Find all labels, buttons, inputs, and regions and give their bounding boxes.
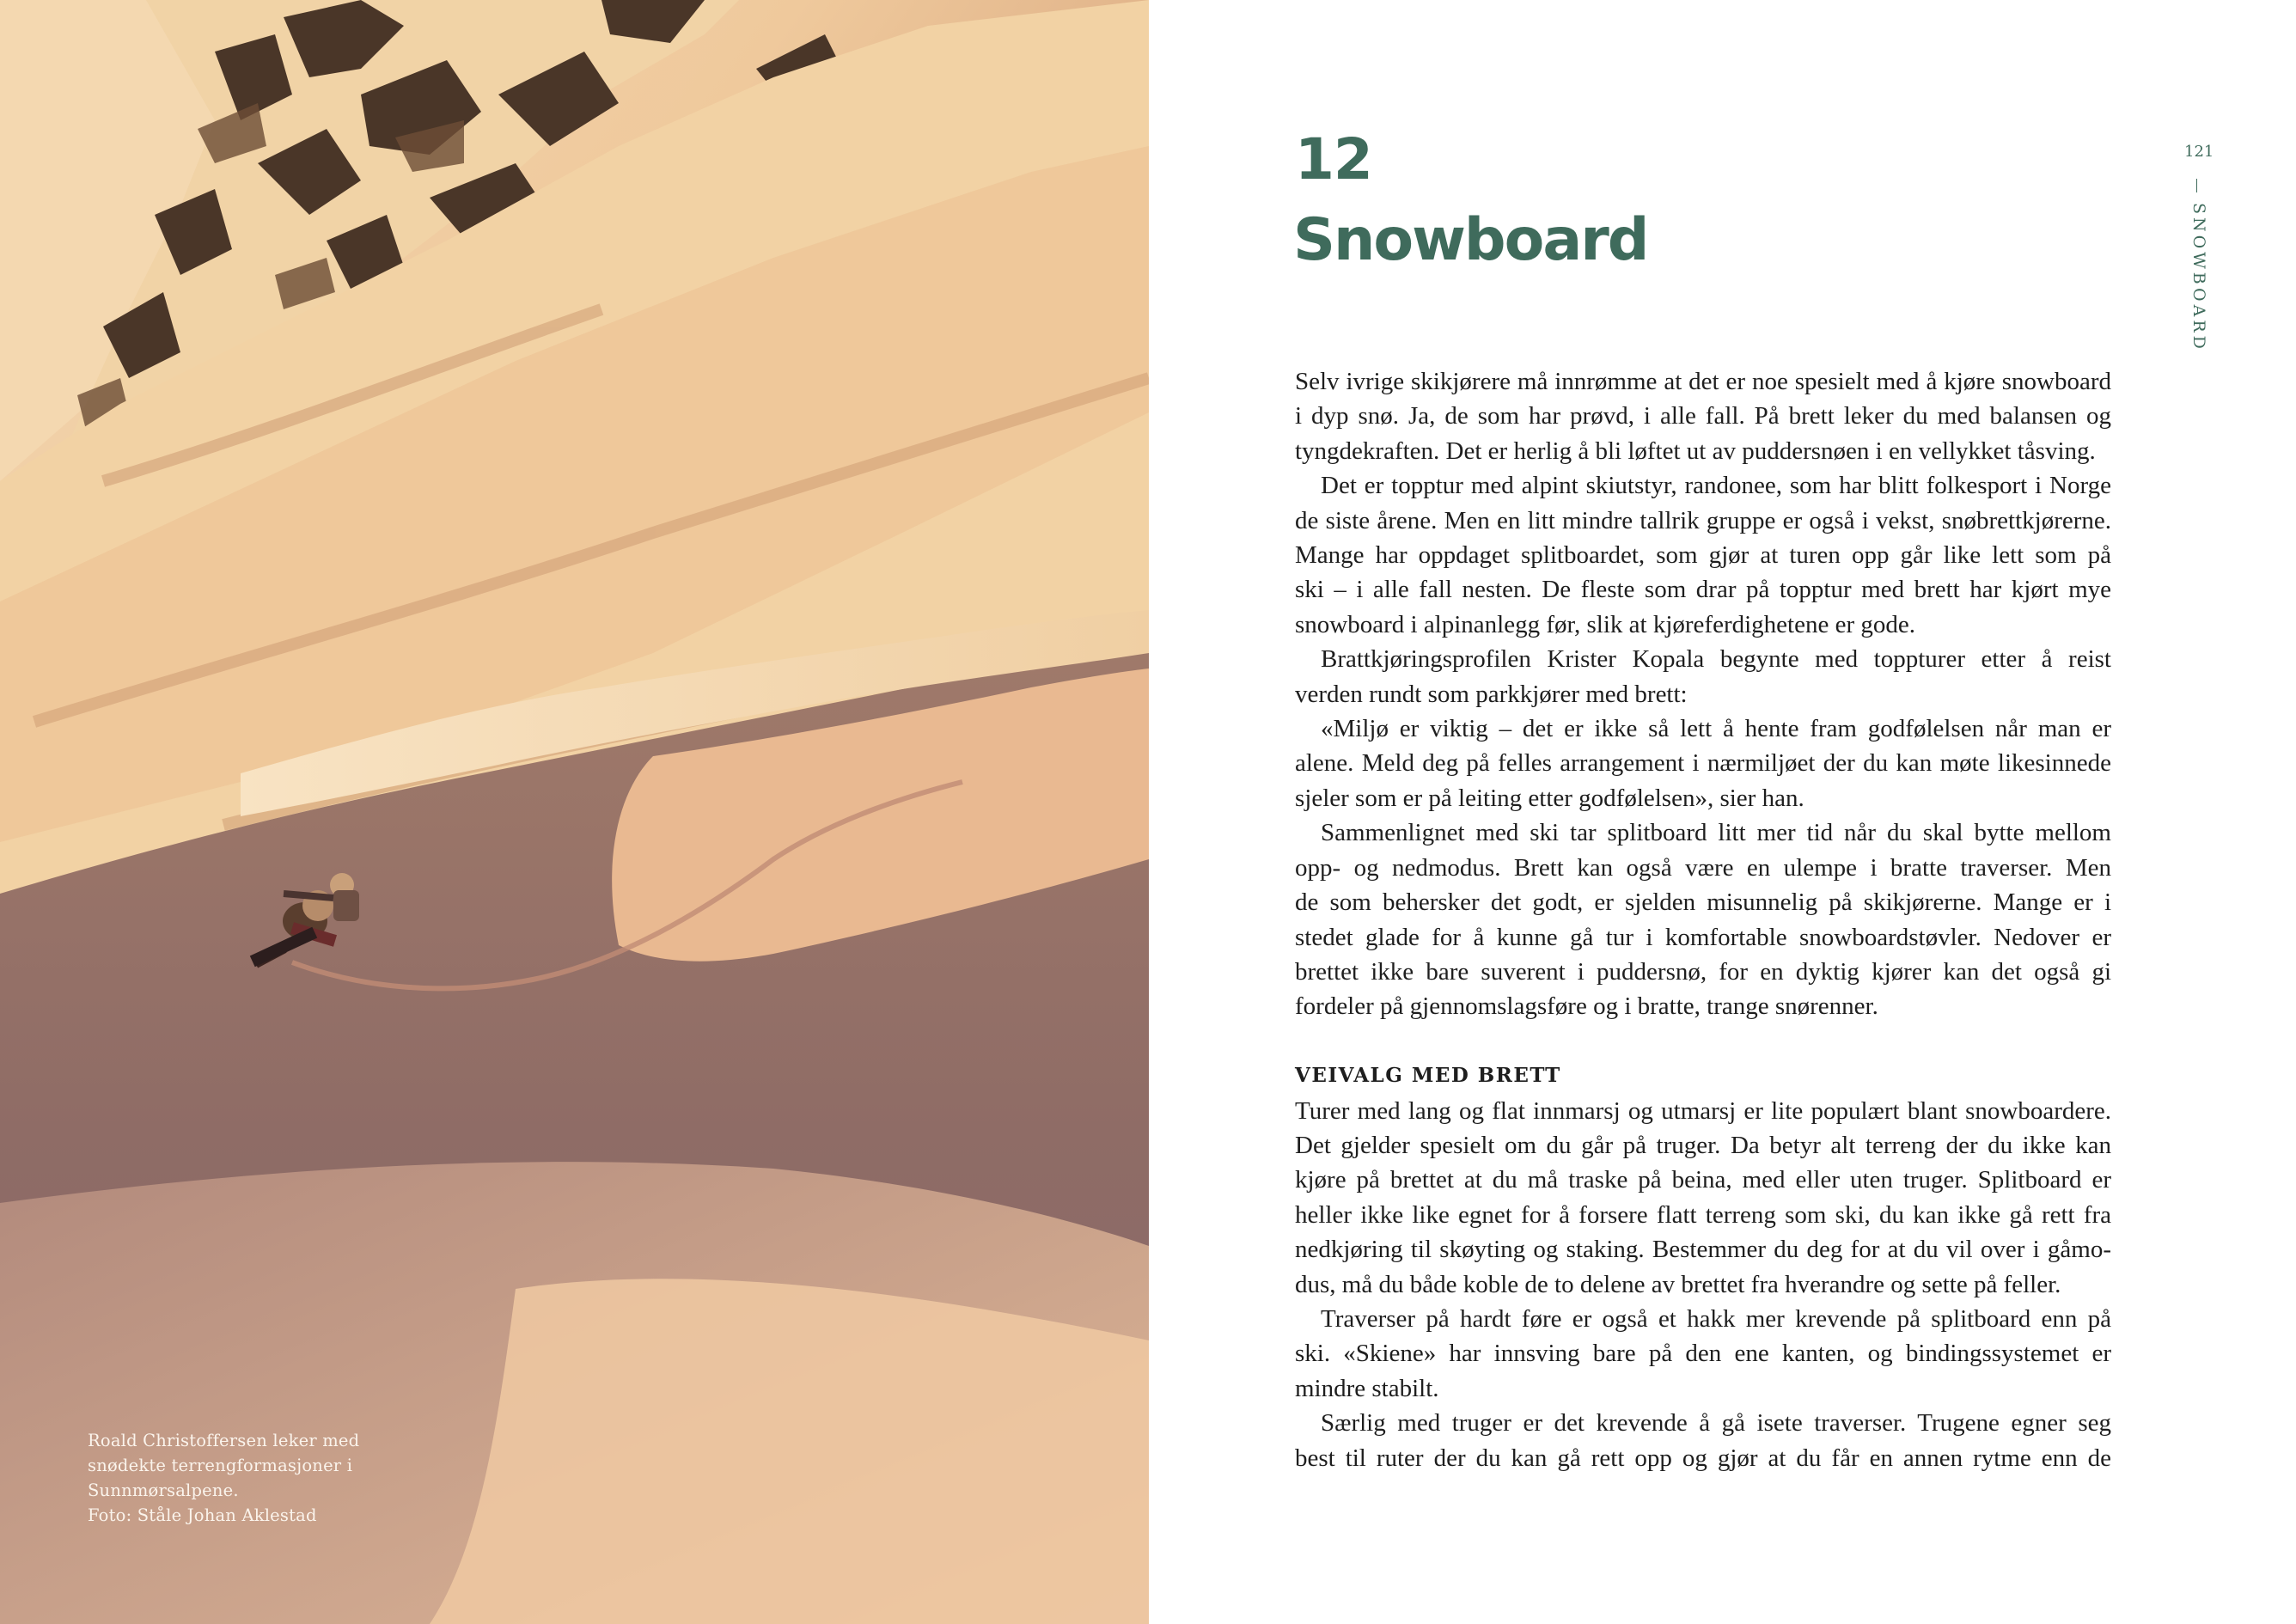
- text-line: Det gjelder spesielt om du går på truger. Da betyr alt terreng der du ikke kan: [1295, 1131, 2111, 1159]
- text-line: Sammenlignet med ski tar splitboard litt mer tid når du skal bytte mellom: [1321, 819, 2111, 847]
- text-line: Særlig med truger er det krevende å gå isete traverser. Trugene egner seg: [1321, 1409, 2111, 1438]
- text-line: Traverser på hardt føre er også et hakk mer krevende på splitboard enn på: [1321, 1304, 2111, 1333]
- text-line: brettet ikke bare suverent i puddersnø, for en dyktig kjører kan det også gi: [1295, 957, 2111, 986]
- running-head-divider: [2196, 179, 2197, 192]
- paragraph: [1295, 1302, 2111, 1406]
- text-line: de som behersker det godt, er sjelden misunnelig på skikjørerne. Mange er i: [1295, 888, 2111, 917]
- text-line: Mange har oppdaget splitboardet, som gjør at turen opp går like lett som på: [1295, 541, 2111, 570]
- text-line: verden rundt som parkkjører med brett:: [1295, 680, 1688, 708]
- text-line: snowboard i alpinanlegg før, slik at kjøreferdighetene er gode.: [1295, 610, 1915, 638]
- text-line: stedet glade for å kunne gå tur i komfortable snowboardstøvler. Nedover er: [1295, 923, 2111, 951]
- chapter-number: 12: [1295, 126, 1372, 192]
- text-line: fordeler på gjennomslagsføre og i bratte, trange snørenner.: [1295, 992, 1878, 1021]
- body-text: [1295, 364, 2111, 1475]
- paragraph: [1295, 642, 2111, 711]
- paragraph: [1295, 468, 2111, 642]
- text-line: i dyp snø. Ja, de som har prøvd, i alle fall. På brett leker du med balansen og: [1295, 402, 2111, 430]
- text-line: kjøre på brettet at du må traske på beina, med eller uten truger. Splitboard er: [1295, 1166, 2111, 1194]
- caption-line: Roald Christoffersen leker med: [88, 1431, 360, 1450]
- text-line: alene. Meld deg på felles arrangement i nærmiljøet der du kan møte likesinnede: [1295, 749, 2111, 778]
- text-line: heller ikke like egnet for å forsere flatt terreng som ski, du kan ikke gå rett fra: [1295, 1200, 2111, 1229]
- section-subheading: VEIVALG MED BRETT: [1295, 1064, 1561, 1088]
- text-line: sjeler som er på leiting etter godfølelsen», sier han.: [1295, 784, 1804, 812]
- caption-line: Sunnmørsalpene.: [88, 1481, 239, 1500]
- paragraph: [1295, 1094, 2111, 1302]
- text-line: tyngdekraften. Det er herlig å bli løftet ut av puddersnøen i en vellykket tåsving.: [1295, 437, 2096, 465]
- text-line: ski. «Skiene» har innsving bare på den ene kanten, og bindingssystemet er: [1295, 1340, 2111, 1368]
- paragraph: [1295, 711, 2111, 815]
- text-line: Turer med lang og flat innmarsj og utmarsj er lite populært blant snowboardere.: [1295, 1096, 2111, 1125]
- chapter-title: Snowboard: [1293, 206, 1648, 274]
- page-number: 121: [2184, 143, 2214, 161]
- caption-line: Foto: Ståle Johan Aklestad: [88, 1505, 317, 1525]
- text-line: mindre stabilt.: [1295, 1374, 1439, 1402]
- text-line: dus, må du både koble de to delene av brettet fra hverandre og sette på feller.: [1295, 1270, 2061, 1298]
- running-head-section: SNOWBOARD: [2189, 203, 2208, 352]
- photo-caption: [88, 1428, 397, 1528]
- text-line: «Miljø er viktig – det er ikke så lett å hente fram godfølelsen når man er: [1321, 715, 2111, 743]
- paragraph: [1295, 815, 2111, 1023]
- text-line: ski – i alle fall nesten. De fleste som drar på topptur med brett har kjørt mye: [1295, 576, 2111, 604]
- paragraph: [1295, 1406, 2111, 1475]
- text-line: Selv ivrige skikjørere må innrømme at det er noe spesielt med å kjøre snowboard: [1295, 368, 2111, 395]
- paragraph: [1295, 364, 2111, 468]
- text-line: best til ruter der du kan gå rett opp og gjør at du får en annen rytme enn de: [1295, 1444, 2111, 1472]
- text-line: de siste årene. Men en litt mindre tallrik gruppe er også i vekst, snøbrettkjørerne.: [1295, 506, 2111, 534]
- text-line: nedkjøring til skøyting og staking. Bestemmer du deg for at du vil over i gåmo-: [1295, 1236, 2111, 1264]
- text-line: opp- og nedmodus. Brett kan også være en ulempe i bratte traverser. Men: [1295, 853, 2111, 882]
- caption-line: snødekte terrengformasjoner i: [88, 1456, 353, 1475]
- text-page: [1149, 0, 2296, 1624]
- text-line: Brattkjøringsprofilen Krister Kopala begynte med toppturer etter å reist: [1321, 645, 2111, 674]
- text-line: Det er topptur med alpint skiutstyr, randonee, som har blitt folkesport i Norge: [1321, 472, 2111, 500]
